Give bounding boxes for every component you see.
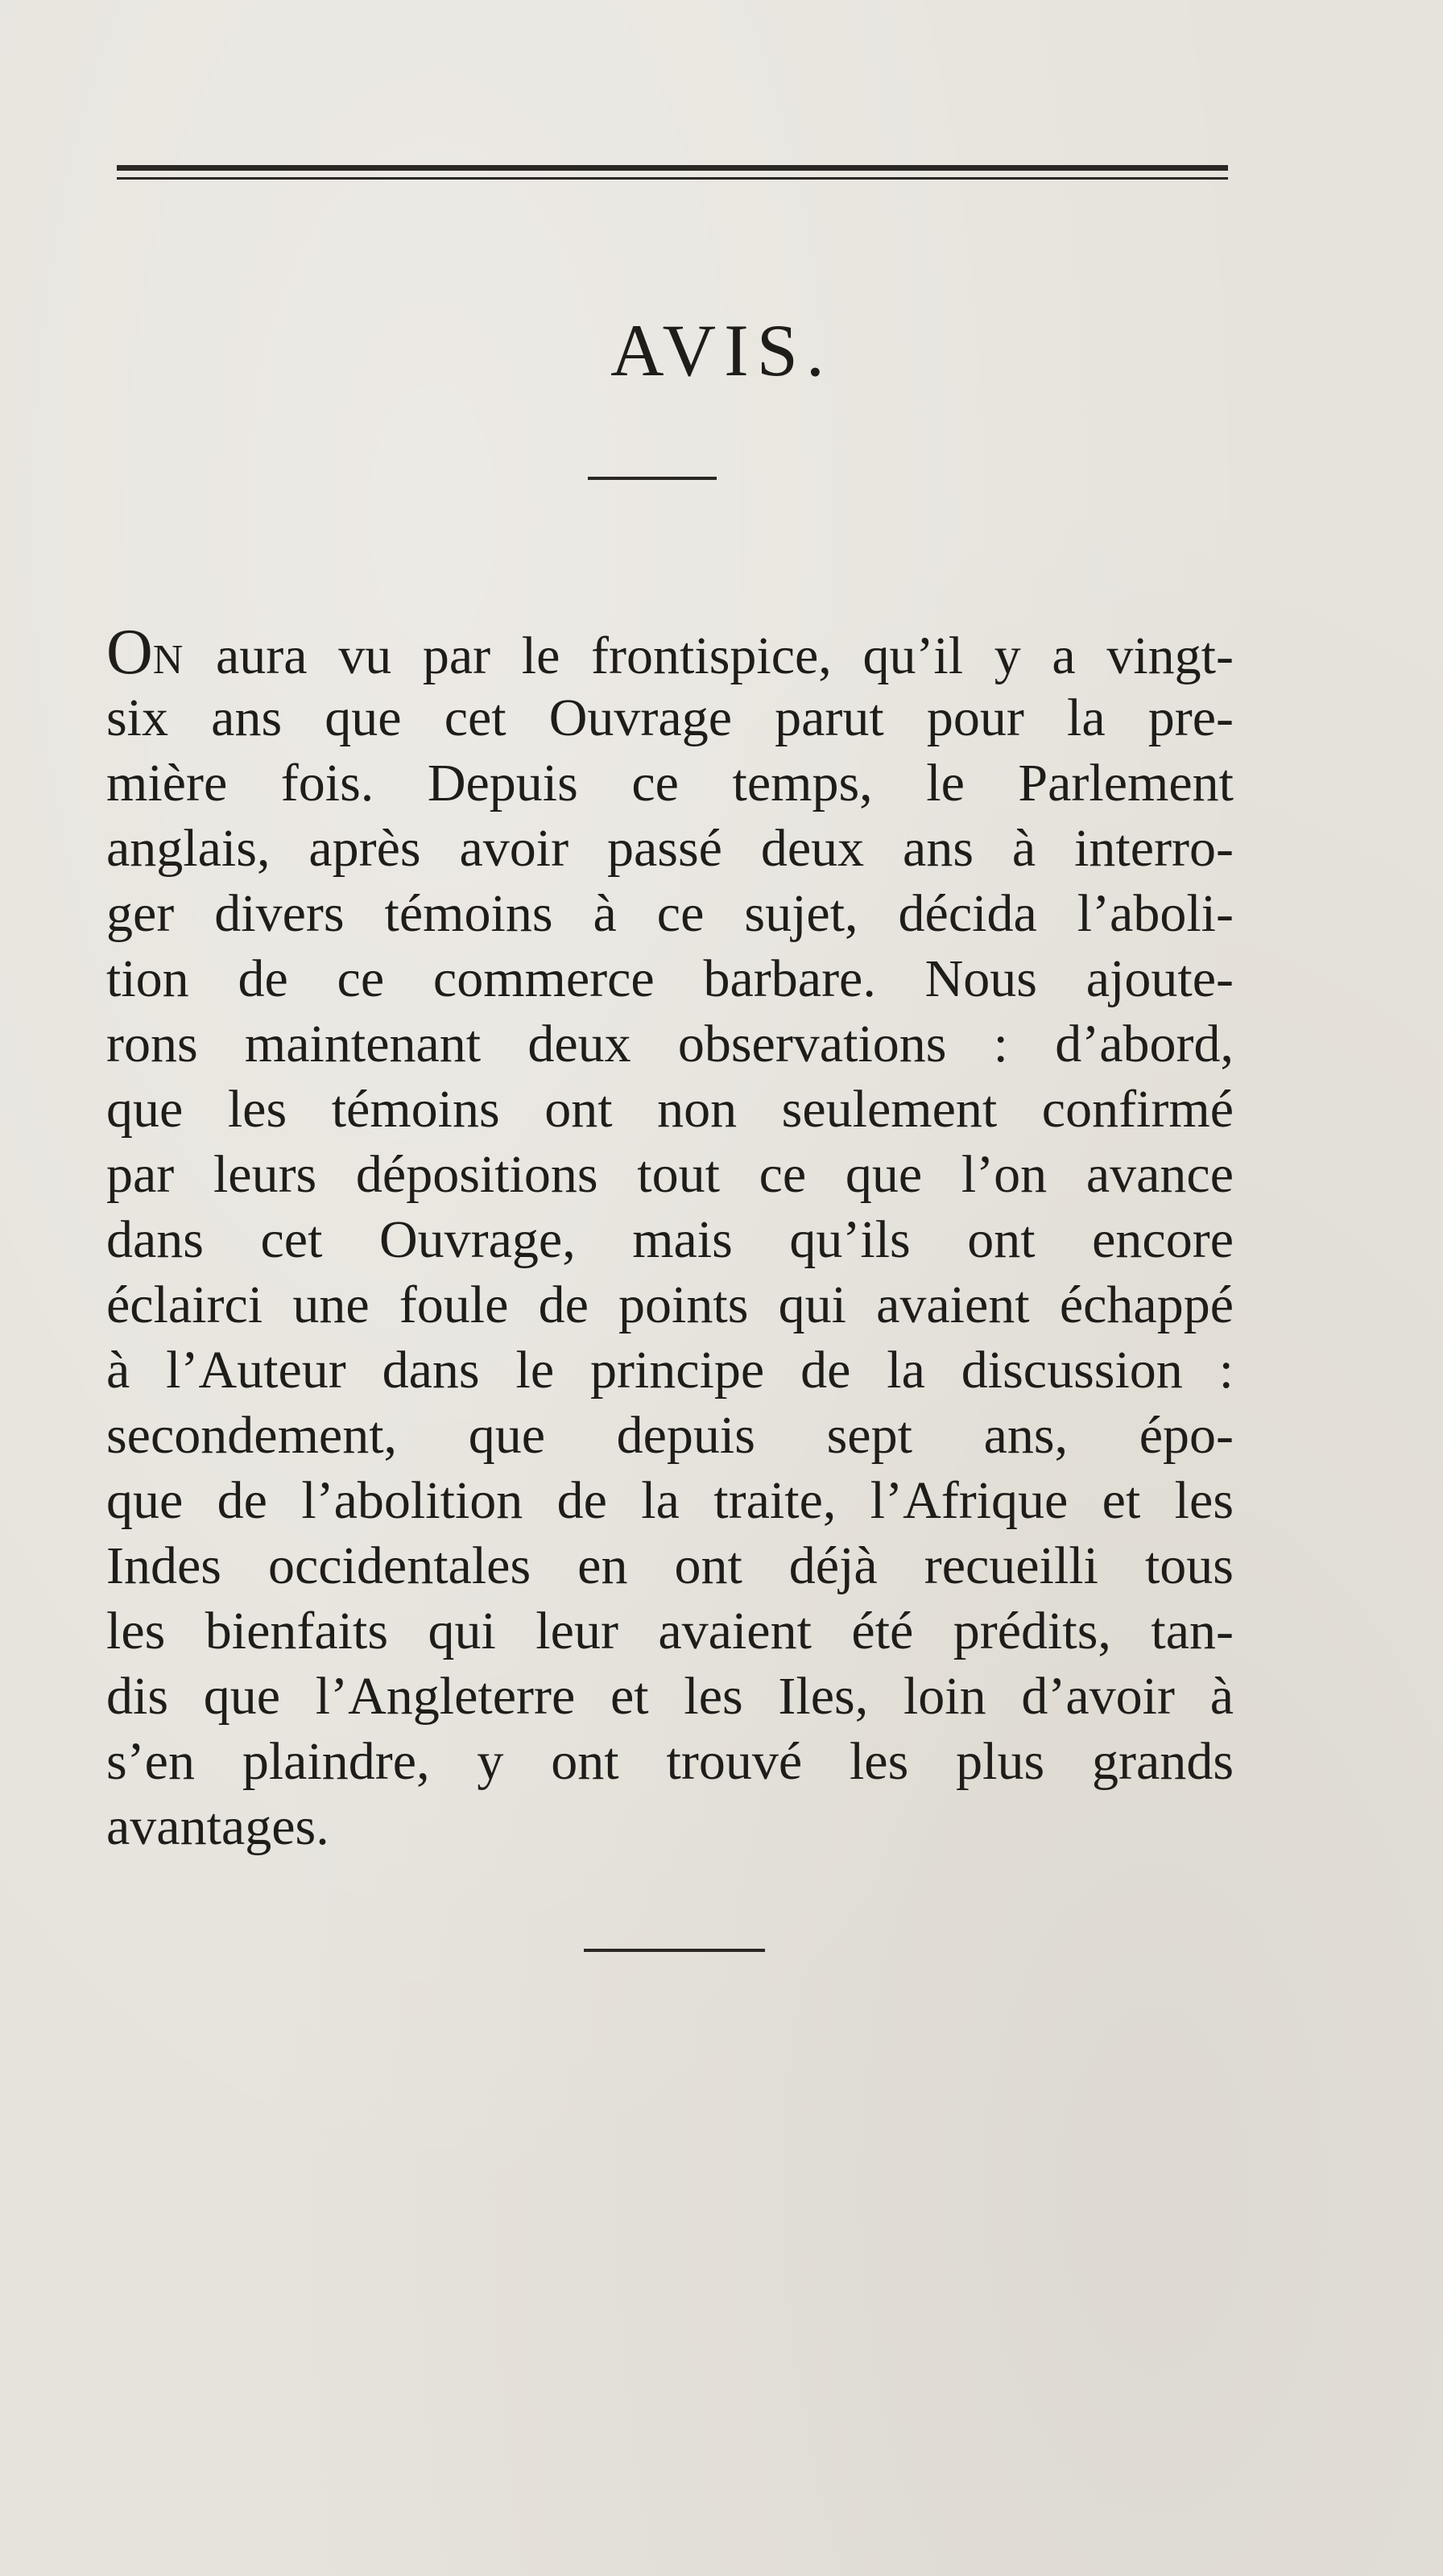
closing-rule [584, 1949, 765, 1952]
paragraph-line-9: par leurs dépositions tout ce que l’on avance [106, 1145, 1234, 1204]
paragraph-line-13: secondement, que depuis sept ans, épo- [106, 1406, 1234, 1465]
page-heading: AVIS. [610, 309, 833, 391]
paragraph-line-10: dans cet Ouvrage, mais qu’ils ont encore [106, 1210, 1234, 1269]
paragraph-line-3: mière fois. Depuis ce temps, le Parlement [106, 754, 1234, 812]
paragraph-line-8: que les témoins ont non seulement confirmé [106, 1080, 1234, 1139]
paragraph-line-18: s’en plaindre, y ont trouvé les plus grands [106, 1732, 1234, 1791]
paragraph-line-6: tion de ce commerce barbare. Nous ajoute- [106, 949, 1234, 1008]
line-text: aura vu par le frontispice, qu’il y a vingt- [184, 626, 1234, 685]
paragraph-line-14: que de l’abolition de la traite, l’Afrique et les [106, 1471, 1234, 1530]
heading-rule [588, 477, 717, 480]
paragraph-line-5: ger divers témoins à ce sujet, décida l’aboli- [106, 884, 1234, 943]
drop-capital: O [106, 617, 153, 688]
paragraph-line-1 [106, 617, 1234, 688]
paragraph-line-4: anglais, après avoir passé deux ans à interro- [106, 819, 1234, 878]
top-rule-thin-line [117, 177, 1228, 180]
body-paragraph [106, 617, 1234, 1859]
paragraph-line-11: éclairci une foule de points qui avaient échappé [106, 1276, 1234, 1334]
top-rule-thick-line [117, 165, 1228, 171]
paragraph-line-12: à l’Auteur dans le principe de la discussion : [106, 1341, 1234, 1400]
top-double-rule [117, 165, 1228, 184]
paragraph-line-2: six ans que cet Ouvrage parut pour la pre- [106, 688, 1234, 747]
paragraph-line-15: Indes occidentales en ont déjà recueilli tous [106, 1536, 1234, 1595]
paragraph-line-19: avantages. [106, 1797, 329, 1856]
paragraph-line-17: dis que l’Angleterre et les Iles, loin d’avoir à [106, 1667, 1234, 1726]
small-capital: N [152, 637, 185, 683]
paragraph-line-7: rons maintenant deux observations : d’abord, [106, 1015, 1234, 1073]
paragraph-line-16: les bienfaits qui leur avaient été prédits, tan- [106, 1602, 1234, 1660]
